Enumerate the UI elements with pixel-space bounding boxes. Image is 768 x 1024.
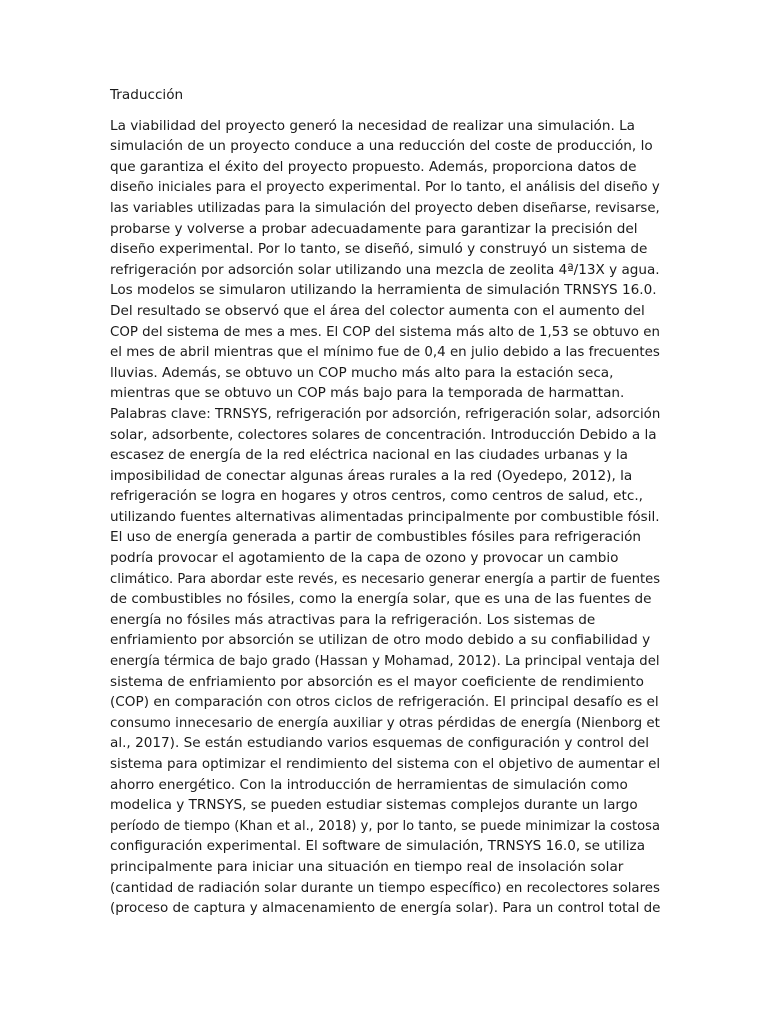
document-page [110,85,660,919]
body-line: al., 2017). Se están estudiando varios esquemas de configuración y control del [110,735,649,752]
body-line: (COP) en comparación con otros ciclos de refrigeración. El principal desafío es el [110,694,659,711]
body-line: La viabilidad del proyecto generó la necesidad de realizar una simulación. La [110,117,635,134]
body-line: refrigeración se logra en hogares y otros centros, como centros de salud, etc., [110,488,643,505]
body-line: principalmente para iniciar una situación en tiempo real de insolación solar [110,858,624,875]
body-line: escasez de energía de la red eléctrica nacional en las ciudades urbanas y la [110,447,628,464]
body-line: lluvias. Además, se obtuvo un COP mucho más alto para la estación seca, [110,364,614,381]
body-line: configuración experimental. El software de simulación, TRNSYS 16.0, se utiliza [110,838,646,855]
body-line: podría provocar el agotamiento de la capa de ozono y provocar un cambio [110,550,619,567]
document-body [110,116,660,919]
body-line: energía no fósiles más atractivas para la refrigeración. Los sistemas de [110,611,596,628]
body-line: las variables utilizadas para la simulación del proyecto deben diseñarse, revisarse, [110,199,660,216]
body-line: solar, adsorbente, colectores solares de concentración. Introducción Debido a la [110,426,657,443]
body-line: Del resultado se observó que el área del colector aumenta con el aumento del [110,302,645,319]
body-line: probarse y volverse a probar adecuadamente para garantizar la precisión del [110,220,638,237]
body-line: que garantiza el éxito del proyecto propuesto. Además, proporciona datos de [110,158,637,175]
body-line: ahorro energético. Con la introducción de herramientas de simulación como [110,776,628,793]
body-line: Palabras clave: TRNSYS, refrigeración por adsorción, refrigeración solar, adsorción [110,405,661,422]
body-line: utilizando fuentes alternativas alimentadas principalmente por combustible fósil. [110,508,660,525]
body-line: simulación de un proyecto conduce a una reducción del coste de producción, lo [110,138,653,155]
body-line: diseño iniciales para el proyecto experimental. Por lo tanto, el análisis del diseño y [110,179,660,196]
body-line: sistema para optimizar el rendimiento del sistema con el objetivo de aumentar el [110,756,661,772]
body-line: enfriamiento por absorción se utilizan de otro modo debido a su confiabilidad y [110,632,651,649]
document-title: Traducción [110,87,184,103]
body-line: refrigeración por adsorción solar utilizando una mezcla de zeolita 4ª/13X y agua. [110,261,660,278]
body-line: El uso de energía generada a partir de combustibles fósiles para refrigeración [110,529,642,546]
body-line: climático. Para abordar este revés, es necesario generar energía a partir de fuentes [110,570,661,587]
body-line: energía térmica de bajo grado (Hassan y Mohamad, 2012). La principal ventaja del [110,653,660,670]
body-line: de combustibles no fósiles, como la energía solar, que es una de las fuentes de [110,591,652,608]
body-line: (cantidad de radiación solar durante un tiempo específico) en recolectores solares [110,879,660,896]
body-line: consumo innecesario de energía auxiliar y otras pérdidas de energía (Nienborg et [110,714,660,731]
body-line: imposibilidad de conectar algunas áreas rurales a la red (Oyedepo, 2012), la [110,467,633,484]
body-line: mientras que se obtuvo un COP más bajo para la temporada de harmattan. [110,385,625,402]
body-line: modelica y TRNSYS, se pueden estudiar sistemas complejos durante un largo [110,797,638,814]
body-line: diseño experimental. Por lo tanto, se diseñó, simuló y construyó un sistema de [110,241,648,258]
body-line: el mes de abril mientras que el mínimo fue de 0,4 en julio debido a las frecuentes [110,344,660,361]
body-line: (proceso de captura y almacenamiento de energía solar). Para un control total de [110,900,661,917]
body-line: COP del sistema de mes a mes. El COP del sistema más alto de 1,53 se obtuvo en [110,323,660,340]
body-line: sistema de enfriamiento por absorción es el mayor coeficiente de rendimiento [110,673,644,690]
body-line: Los modelos se simularon utilizando la herramienta de simulación TRNSYS 16.0. [110,282,657,299]
body-line: período de tiempo (Khan et al., 2018) y, por lo tanto, se puede minimizar la costosa [110,817,660,834]
